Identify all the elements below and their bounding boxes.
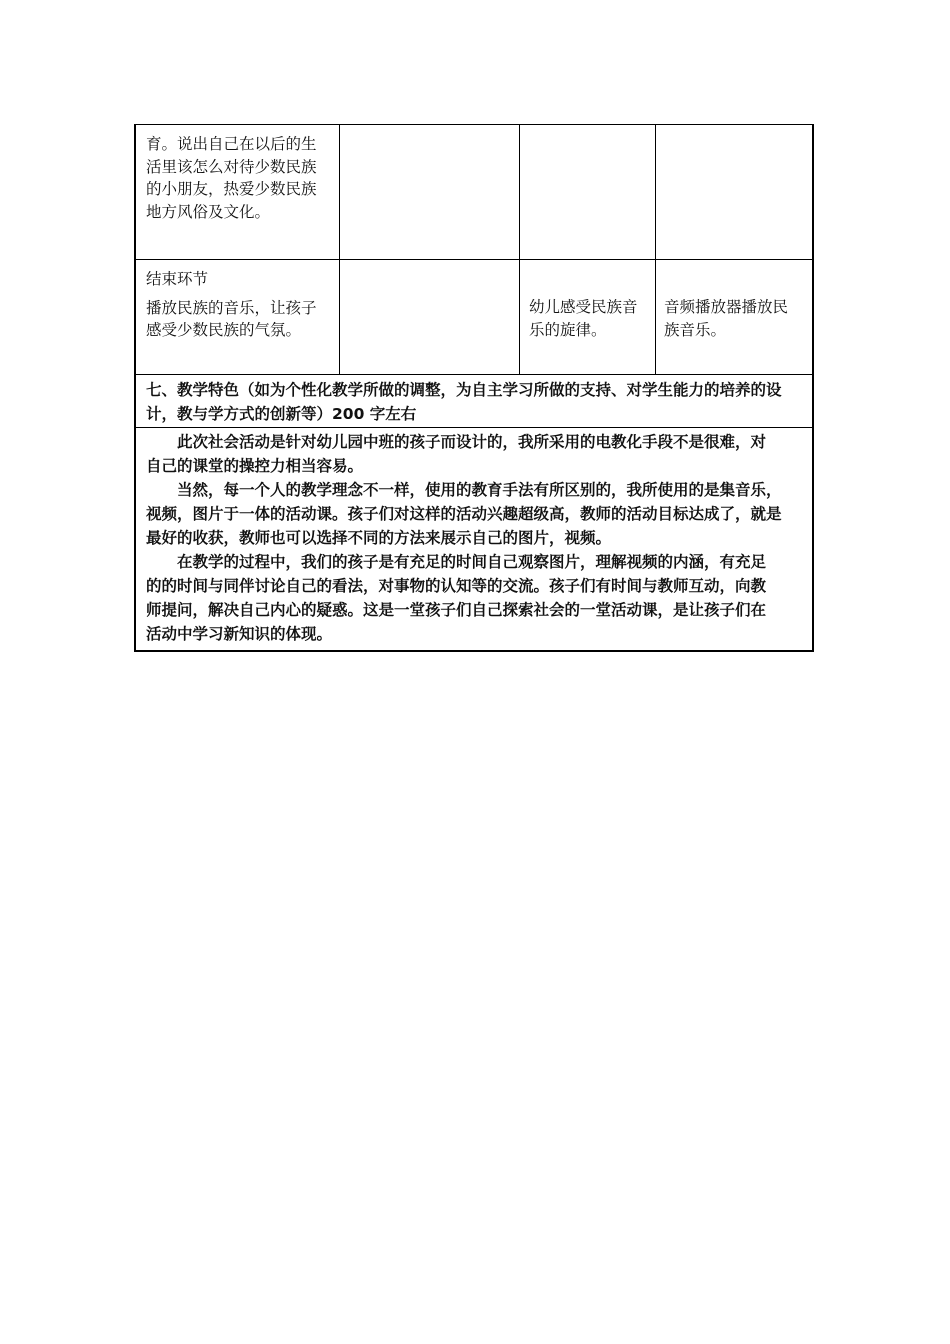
text-line: 族音乐。 — [664, 320, 727, 339]
text-line: 活里该怎么对待少数民族 — [146, 157, 317, 176]
child-activity-cell — [529, 296, 654, 374]
media-cell — [664, 296, 812, 374]
body-line: 当然，每一个人的教学理念不一样，使用的教育手法有所区别的，我所使用的是集音乐， — [177, 481, 782, 499]
body-line: 的的时间与同伴讨论自己的看法，对事物的认知等的交流。孩子们有时间与教师互动，向教 — [146, 577, 767, 595]
text-line: 幼儿感受民族音 — [529, 298, 638, 316]
section7-heading — [146, 378, 806, 427]
text-line: 地方风俗及文化。 — [146, 202, 271, 221]
body-line: 视频，图片于一体的活动课。孩子们对这样的活动兴趣超级高，教师的活动目标达成了，就是 — [146, 505, 782, 523]
text-line: 音频播放器播放民 — [664, 298, 789, 316]
section7-heading-row — [136, 376, 812, 428]
lesson-plan-table — [134, 124, 814, 652]
section7-body-row — [136, 429, 812, 650]
ending-title: 结束环节 — [146, 270, 209, 288]
ending-activity-cell — [146, 268, 336, 374]
heading-line: 七、教学特色（如为个性化教学所做的调整，为自主学习所做的支持、对学生能力的培养的设 — [146, 381, 782, 399]
body-line: 活动中学习新知识的体现。 — [146, 625, 333, 643]
text-line: 的小朋友，热爱少数民族 — [146, 180, 317, 198]
continuation-activity-cell — [146, 133, 336, 259]
body-line: 最好的收获，教师也可以选择不同的方法来展示自己的图片，视频。 — [146, 529, 612, 547]
body-line: 自己的课堂的操控力相当容易。 — [146, 457, 364, 475]
body-line: 此次社会活动是针对幼儿园中班的孩子而设计的，我所采用的电教化手段不是很难，对 — [177, 433, 767, 451]
body-line: 师提问，解决自己内心的疑惑。这是一堂孩子们自己探索社会的一堂活动课，是让孩子们在 — [146, 601, 767, 619]
section7-body — [146, 430, 806, 650]
heading-line: 计，教与学方式的创新等）200 字左右 — [146, 405, 417, 423]
continuation-row — [136, 125, 812, 260]
text-line: 乐的旋律。 — [529, 320, 607, 339]
ending-row — [136, 261, 812, 375]
text-line: 播放民族的音乐，让孩子 — [146, 298, 317, 317]
text-line: 感受少数民族的气氛。 — [146, 321, 302, 339]
body-line: 在教学的过程中，我们的孩子是有充足的时间自己观察图片，理解视频的内涵，有充足 — [177, 553, 767, 571]
text-line: 育。说出自己在以后的生 — [146, 135, 317, 153]
